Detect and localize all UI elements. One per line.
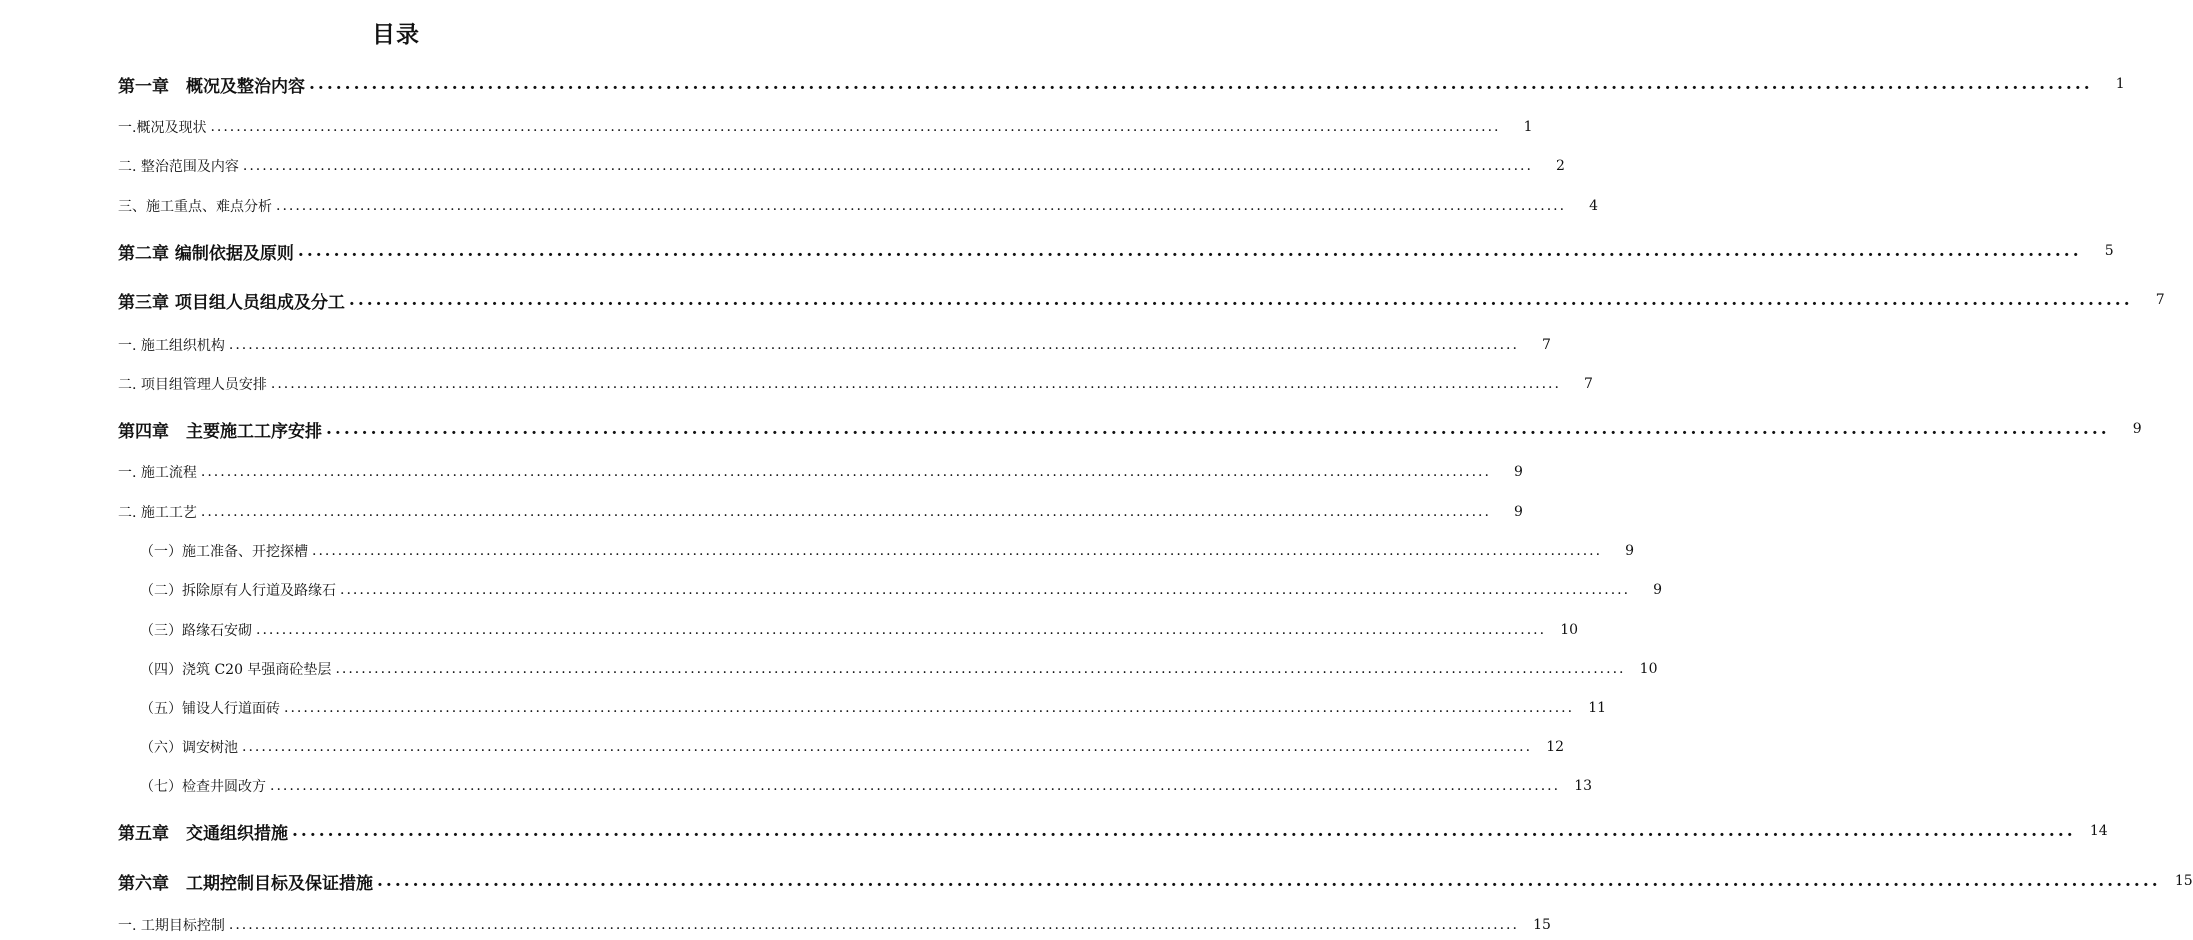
toc-entry-label: 第六章 工期控制目标及保证措施 [118,873,373,894]
toc-entry-section[interactable] [0,369,1593,399]
toc-leader-dots: ........................................................................................................................................................................................................ [242,158,1533,174]
toc-page-number: 14 [2089,823,2108,839]
toc-leader-dots: ........................................................................................................................................................................................................ [326,419,2110,439]
toc-entry-subsection[interactable] [0,575,1663,605]
toc-page-number: 7 [1584,376,1593,392]
toc-page-number: 13 [1574,778,1593,794]
toc-entry-subsection[interactable] [0,615,1579,645]
toc-entry-label: 一. 施工组织机构 [118,338,225,354]
toc-page-number: 9 [2132,421,2142,437]
toc-entry-chapter[interactable] [0,866,2193,896]
toc-page-number: 1 [2115,76,2125,92]
toc-page-number: 12 [1546,739,1565,755]
toc-entry-label: 第五章 交通组织措施 [118,823,288,844]
toc-leader-dots: ........................................................................................................................................................................................................ [284,700,1575,716]
toc-page-number: 5 [2104,243,2114,259]
toc-leader-dots: ........................................................................................................................................................................................................ [309,74,2093,94]
toc-leader-dots: ........................................................................................................................................................................................................ [200,504,1491,520]
toc-leader-dots: ........................................................................................................................................................................................................ [228,917,1519,933]
toc-entry-label: （一）施工准备、开挖探槽 [140,544,308,560]
toc-page-number: 15 [1533,917,1551,933]
toc-page-number: 9 [1514,464,1523,480]
toc-entry-subsection[interactable] [0,654,1658,684]
toc-entry-label: 二. 项目组管理人员安排 [118,377,267,393]
toc-entry-chapter[interactable] [0,69,2125,99]
toc-leader-dots: ........................................................................................................................................................................................................ [297,241,2082,261]
toc-leader-dots: ........................................................................................................................................................................................................ [200,464,1491,480]
toc-leader-dots: ........................................................................................................................................................................................................ [270,376,1561,392]
toc-leader-dots: ........................................................................................................................................................................................................ [292,821,2076,841]
toc-leader-dots: ........................................................................................................................................................................................................ [335,661,1626,677]
toc-title: 目录 [372,21,420,48]
toc-entry-section[interactable] [0,330,1551,360]
toc-page-number: 7 [1542,337,1551,353]
toc-page-number: 9 [1653,582,1663,598]
toc-entry-subsection[interactable] [0,771,1593,801]
toc-page-number: 7 [2155,292,2165,308]
toc-entry-label: 一. 施工流程 [118,465,197,481]
toc-page-number: 15 [2174,873,2193,889]
toc-page-number: 4 [1589,198,1599,214]
toc-page-number: 1 [1523,119,1533,135]
toc-entry-label: （四）浇筑 C20 早强商砼垫层 [140,662,332,678]
toc-entry-label: （三）路缘石安砌 [140,623,252,639]
toc-entry-label: 三、施工重点、难点分析 [118,199,272,215]
toc-entry-label: 一. 工期目标控制 [118,918,225,934]
toc-page-number: 10 [1639,661,1658,677]
toc-entry-section[interactable] [0,151,1565,181]
toc-page-number: 9 [1514,504,1523,520]
toc-leader-dots: ........................................................................................................................................................................................................ [256,622,1547,638]
toc-entry-section[interactable] [0,457,1523,487]
toc-entry-label: 二. 施工工艺 [118,505,197,521]
toc-entry-chapter[interactable] [0,816,2108,846]
toc-entry-label: 第三章 项目组人员组成及分工 [118,292,345,313]
toc-entry-subsection[interactable] [0,693,1607,723]
toc-page-number: 11 [1588,700,1607,716]
toc-entry-chapter[interactable] [0,285,2165,315]
toc-page-number: 9 [1625,543,1635,559]
toc-entry-subsection[interactable] [0,732,1565,762]
toc-entry-label: 二. 整治范围及内容 [118,159,239,175]
toc-entry-subsection[interactable] [0,536,1635,566]
toc-leader-dots: ........................................................................................................................................................................................................ [312,543,1603,559]
toc-leader-dots: ........................................................................................................................................................................................................ [377,871,2161,891]
toc-entry-section[interactable] [0,910,1551,940]
toc-entry-label: 第二章 编制依据及原则 [118,243,294,264]
toc-leader-dots: ........................................................................................................................................................................................................ [242,739,1533,755]
toc-page-number: 2 [1556,158,1565,174]
toc-entry-label: 第四章 主要施工工序安排 [118,421,322,442]
toc-page-number: 10 [1560,622,1579,638]
toc-leader-dots: ........................................................................................................................................................................................................ [210,119,1501,135]
toc-entry-label: 一.概况及现状 [118,120,207,136]
toc-entry-chapter[interactable] [0,414,2142,444]
toc-leader-dots: ........................................................................................................................................................................................................ [276,198,1567,214]
toc-leader-dots: ........................................................................................................................................................................................................ [340,582,1631,598]
toc-entry-section[interactable] [0,497,1523,527]
toc-entry-label: （七）检查井圆改方 [140,779,266,795]
toc-leader-dots: ........................................................................................................................................................................................................ [270,778,1561,794]
toc-entry-label: 第一章 概况及整治内容 [118,76,305,97]
toc-leader-dots: ........................................................................................................................................................................................................ [228,337,1519,353]
toc-entry-chapter[interactable] [0,236,2114,266]
toc-leader-dots: ........................................................................................................................................................................................................ [348,290,2133,310]
toc-entry-section[interactable] [0,112,1533,142]
toc-entry-label: （二）拆除原有人行道及路缘石 [140,583,336,599]
toc-entry-label: （六）调安树池 [140,740,238,756]
toc-entry-section[interactable] [0,191,1599,221]
toc-entry-label: （五）铺设人行道面砖 [140,701,280,717]
